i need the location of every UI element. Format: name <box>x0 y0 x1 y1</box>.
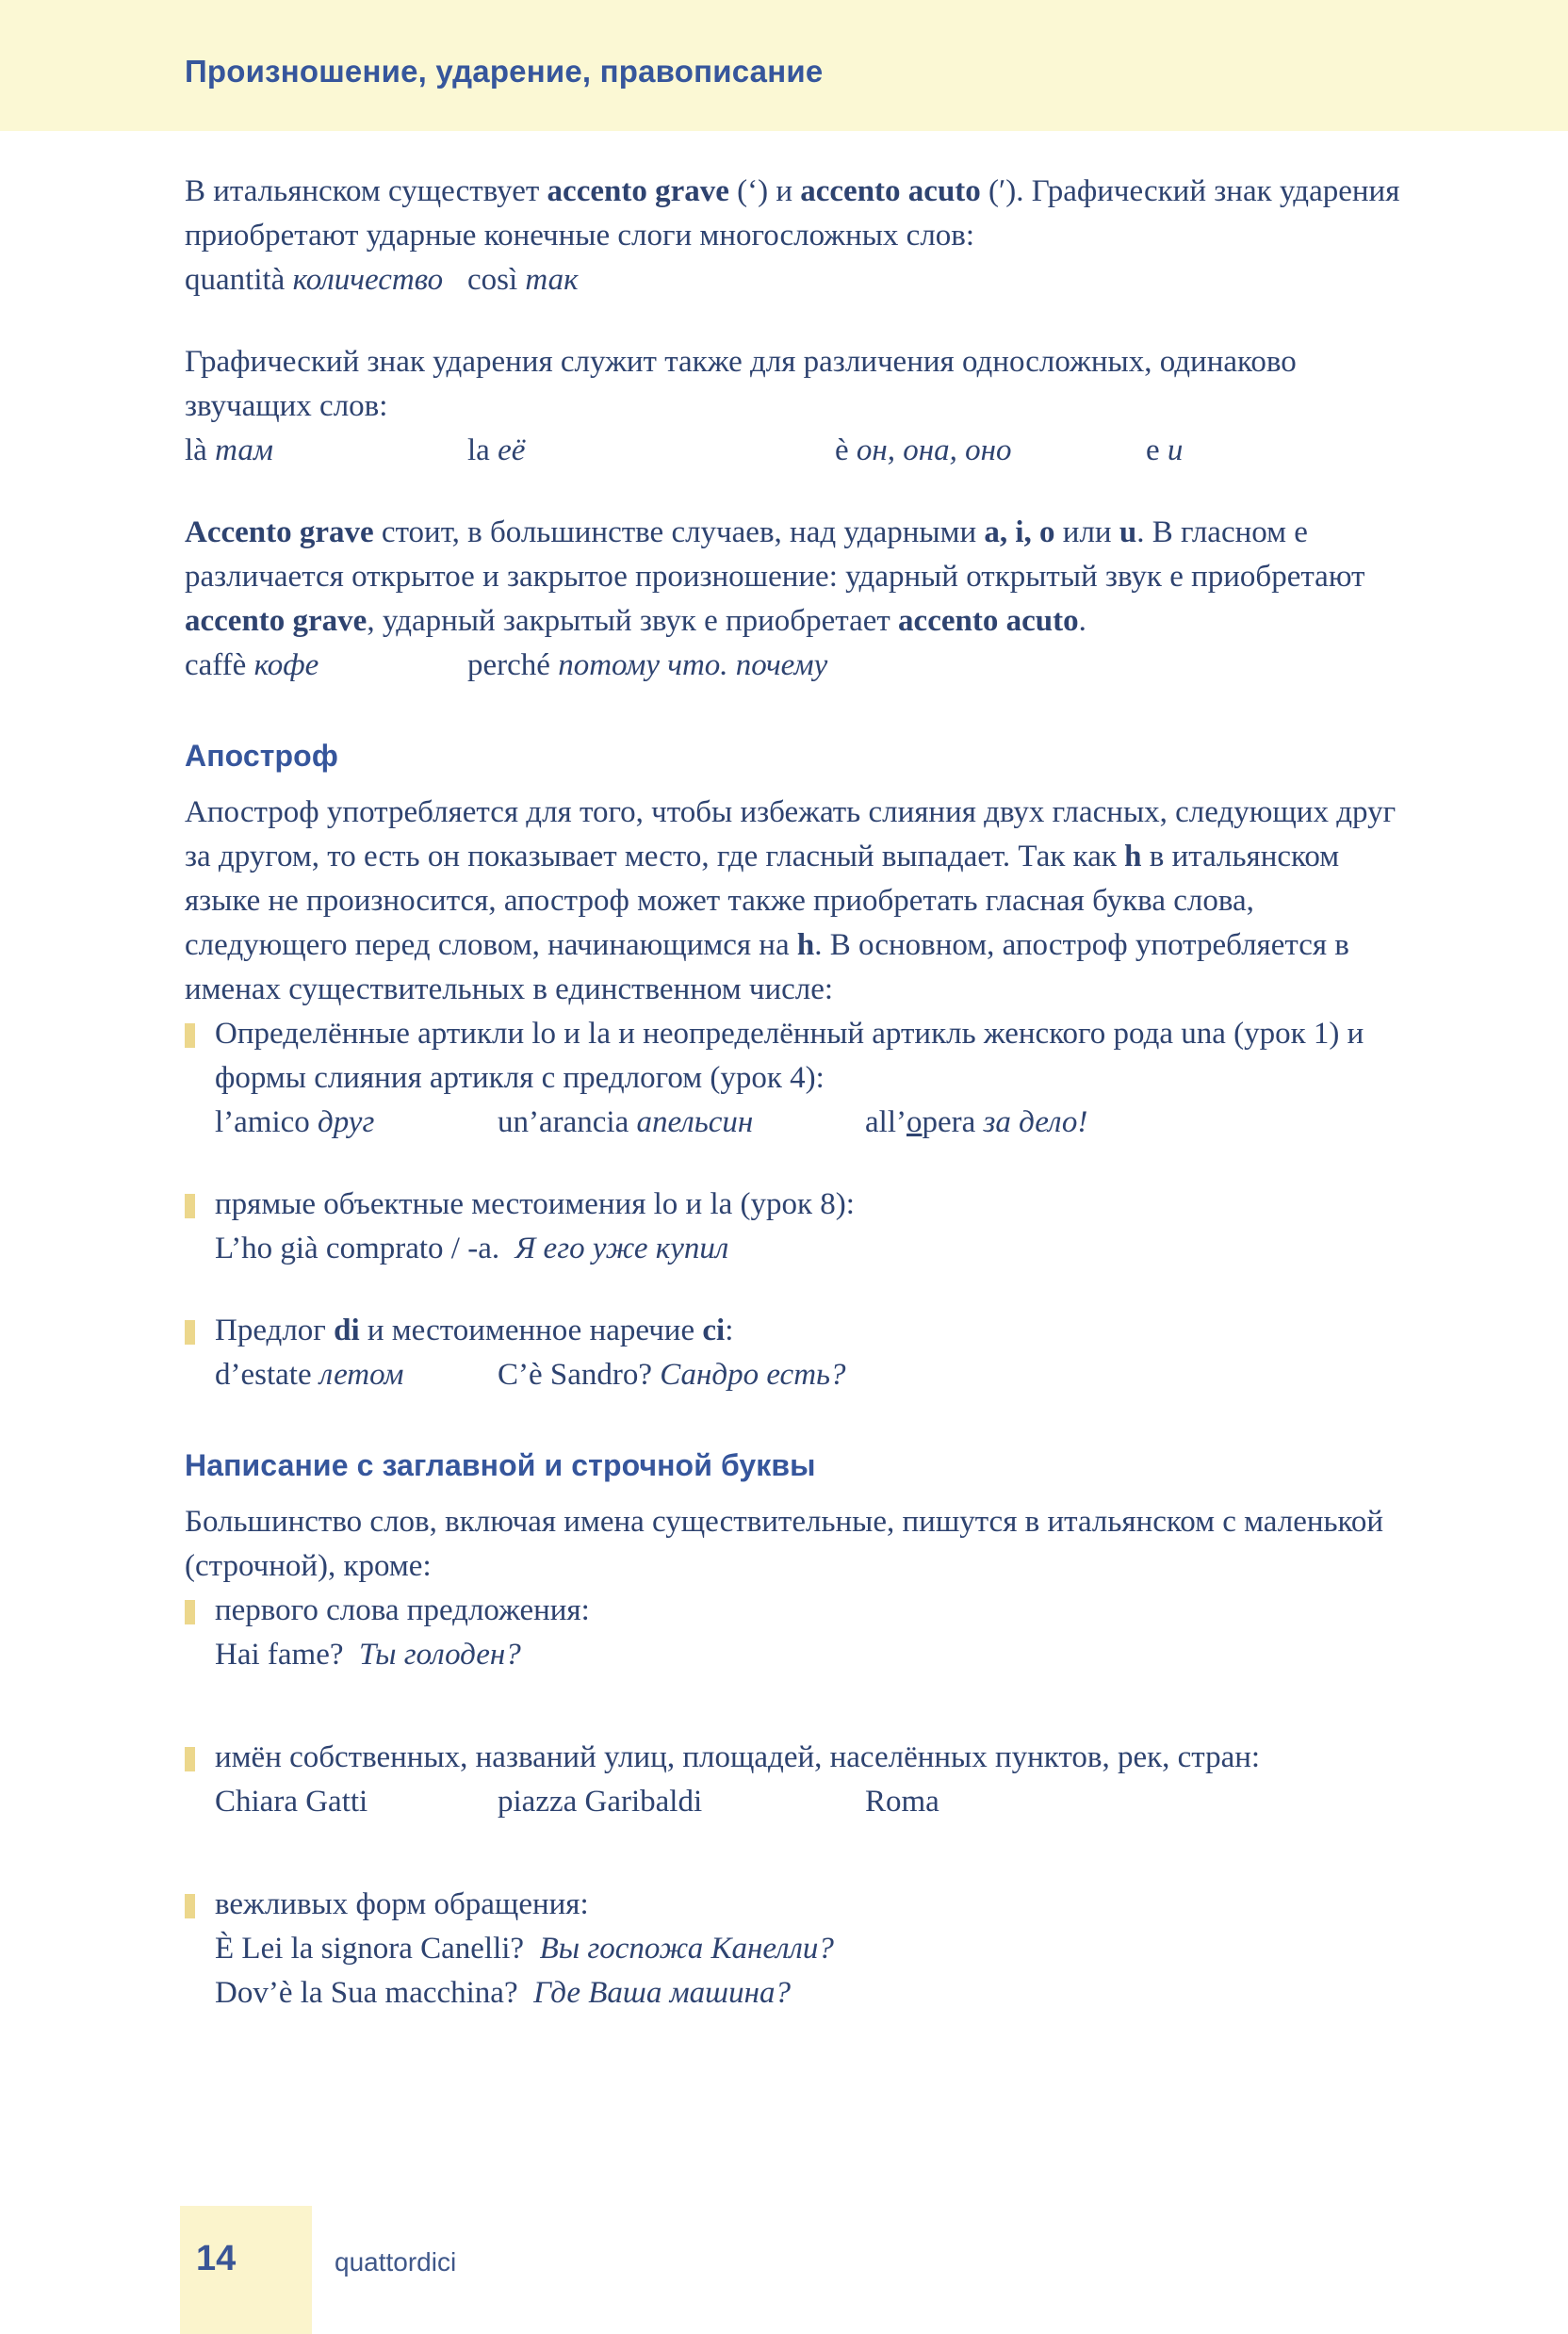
spacer <box>185 1483 1419 1500</box>
list-item-label-mid: и местоименное наречие <box>359 1314 703 1347</box>
bullet-square-icon <box>185 1600 195 1624</box>
section-heading-apostrophe: Апостроф <box>185 739 338 773</box>
content-column <box>185 170 1419 2016</box>
example-line-hai-fame <box>185 1633 1419 1677</box>
example-line-polite-1 <box>185 1927 1419 1971</box>
example-cell <box>467 258 579 302</box>
example-russian: там <box>215 433 273 467</box>
example-cell <box>1146 429 1183 473</box>
paragraph-capitalization-intro: Большинство слов, включая имена существительные, пишутся в итальянском с маленькой (строчной), кроме: <box>185 1505 1384 1583</box>
paragraph-accento-grave-rules <box>185 511 1419 644</box>
bullet-square-icon <box>185 1747 195 1771</box>
example-cell <box>865 1780 939 1824</box>
example-russian: он, она, оно <box>856 433 1012 467</box>
example-cell <box>185 644 467 688</box>
p3-text-3: . В гласном e различается открытое и закрытое произношение: ударный открытый звук e приобретают <box>185 515 1365 594</box>
ap-bold-h-1: h <box>1124 840 1142 873</box>
example-italian: là <box>185 433 207 467</box>
example-italian: è <box>835 433 849 467</box>
list-item-label: прямые объектные местоимения lo и la (урок 8): <box>215 1187 855 1221</box>
spacer <box>185 1677 1419 1736</box>
p3-bold-accento-acuto: accento acuto <box>898 604 1079 638</box>
spacer <box>185 1145 1419 1183</box>
p1-bold-accento-grave: accento grave <box>547 174 729 208</box>
p3-text-1: стоит, в большинстве случаев, над ударными <box>373 515 985 549</box>
list-item <box>185 1883 1419 1927</box>
example-italian-suffix: pera <box>922 1105 976 1139</box>
spacer <box>185 473 1419 511</box>
section-heading-capitalization: Написание с заглавной и строчной буквы <box>185 1448 816 1482</box>
spacer <box>185 1397 1419 1448</box>
paragraph-apostrophe-intro <box>185 791 1419 1012</box>
example-italian: Roma <box>865 1785 939 1819</box>
example-cell <box>215 1780 498 1824</box>
list-item-bold-ci: ci <box>702 1314 726 1347</box>
example-italian: caffè <box>185 648 247 682</box>
example-italian-prefix: all’ <box>865 1105 906 1139</box>
page-number: 14 <box>196 2239 237 2278</box>
example-italian: È Lei la signora Canelli? <box>215 1932 525 1966</box>
example-russian: летом <box>318 1358 404 1392</box>
list-item <box>185 1183 1419 1227</box>
list-item-label-suffix: : <box>725 1314 734 1347</box>
p1-text-2: (ʻ) и <box>728 174 801 208</box>
list-item <box>185 1736 1419 1780</box>
example-cell <box>865 1101 1087 1145</box>
example-cell <box>185 258 467 302</box>
p1-text-1: В итальянском существует <box>185 174 547 208</box>
page-title: Произношение, ударение, правописание <box>185 54 824 89</box>
paragraph-monosyllables: Графический знак ударения служит также для различения односложных, одинаково звучащих слов: <box>185 345 1297 423</box>
ap-bold-h-2: h <box>796 928 815 962</box>
spacer <box>185 688 1419 739</box>
example-line-polite-2 <box>185 1971 1419 2016</box>
example-line-monosyllables <box>185 429 1419 473</box>
example-cell <box>467 644 827 688</box>
example-italian: Chiara Gatti <box>215 1785 368 1819</box>
example-russian: Где Ваша машина? <box>533 1976 791 2010</box>
bullet-square-icon <box>185 1194 195 1218</box>
example-line-caffe <box>185 644 1419 688</box>
bullet-square-icon <box>185 1023 195 1048</box>
example-line-articles <box>185 1101 1419 1145</box>
list-item-label: вежливых форм обращения: <box>215 1887 589 1921</box>
example-russian: так <box>525 263 579 297</box>
page-number-word: quattordici <box>335 2247 457 2277</box>
example-italian: l’amico <box>215 1105 310 1139</box>
example-russian: за дело! <box>983 1105 1088 1139</box>
example-russian: потому что. почему <box>558 648 828 682</box>
example-russian: Я его уже купил <box>514 1232 729 1265</box>
example-italian: L’ho già comprato / -a. <box>215 1232 500 1265</box>
list-item <box>185 1589 1419 1633</box>
spacer <box>185 302 1419 340</box>
bullet-square-icon <box>185 1320 195 1345</box>
example-italian: Hai fame? <box>215 1638 344 1672</box>
spacer <box>185 774 1419 791</box>
p3-text-2: или <box>1054 515 1119 549</box>
list-item-label-prefix: Предлог <box>215 1314 335 1347</box>
list-item-label: Определённые артикли lo и la и неопределённый артикль женского рода una (урок 1) и формы слияния артикля с предлогом (урок 4): <box>215 1017 1364 1095</box>
list-item-bold-di: di <box>334 1314 360 1347</box>
p1-bold-accento-acuto: accento acuto <box>800 174 981 208</box>
p1-text-3: (ʹ). Графический знак ударения приобретают ударные конечные слоги многосложных слов: <box>185 174 1400 253</box>
example-russian: кофе <box>253 648 319 682</box>
example-italian: la <box>467 433 490 467</box>
example-cell <box>215 1353 498 1397</box>
example-cell <box>835 429 1146 473</box>
example-russian: Ты голоден? <box>359 1638 521 1672</box>
example-russian: её <box>498 433 526 467</box>
bullet-square-icon <box>185 1894 195 1918</box>
example-italian: d’estate <box>215 1358 312 1392</box>
example-russian: и <box>1167 433 1184 467</box>
ap-text-2: в итальянском языке не произносится, апостроф может также приобретать гласная буква слова, следующего перед словом, начинающимся на <box>185 840 1340 962</box>
example-russian: Вы госпожа Канелли? <box>539 1932 834 1966</box>
example-italian: perché <box>467 648 550 682</box>
p3-bold-accento-grave-2: accento grave <box>185 604 368 638</box>
list-item-label: имён собственных, названий улиц, площадей, населённых пунктов, рек, стран: <box>215 1740 1261 1774</box>
list-item <box>185 1309 1419 1353</box>
example-line-proper-nouns <box>185 1780 1419 1824</box>
example-cell <box>185 429 467 473</box>
example-italian: un’arancia <box>498 1105 629 1139</box>
list-item-label: первого слова предложения: <box>215 1593 590 1627</box>
spacer <box>185 1824 1419 1883</box>
spacer <box>185 1271 1419 1309</box>
example-line-pronouns <box>185 1227 1419 1271</box>
p3-text-4: , ударный закрытый звук e приобретает <box>367 604 899 638</box>
ap-text-1: Апостроф употребляется для того, чтобы избежать слияния двух гласных, следующих друг за другом, то есть он показывает место, где гласный выпадает. Так как <box>185 795 1396 873</box>
example-line-quantita <box>185 258 1419 302</box>
example-italian: C’è Sandro? <box>498 1358 653 1392</box>
example-cell <box>498 1101 865 1145</box>
p3-bold-accento-grave: Accento grave <box>185 515 374 549</box>
example-russian: Сандро есть? <box>660 1358 846 1392</box>
list-item <box>185 1012 1419 1101</box>
example-cell <box>498 1353 846 1397</box>
example-cell <box>498 1780 865 1824</box>
example-italian: così <box>467 263 518 297</box>
ap-text-3: . В основном, апостроф употребляется в именах существительных в единственном числе: <box>185 928 1349 1006</box>
p3-text-5: . <box>1078 604 1086 638</box>
example-italian: Dov’è la Sua macchina? <box>215 1976 518 2010</box>
p3-bold-u: u <box>1119 515 1137 549</box>
p3-bold-vowels: a, i, o <box>984 515 1055 549</box>
paragraph-accents-intro <box>185 170 1419 258</box>
example-cell <box>215 1101 498 1145</box>
example-cell <box>467 429 835 473</box>
example-russian: апельсин <box>636 1105 754 1139</box>
example-italian: e <box>1146 433 1160 467</box>
example-russian: друг <box>318 1105 375 1139</box>
example-italian: quantità <box>185 263 286 297</box>
example-italian-underlined: o <box>906 1105 923 1139</box>
example-russian: количество <box>292 263 444 297</box>
example-line-destate <box>185 1353 1419 1397</box>
example-italian: piazza Garibaldi <box>498 1785 703 1819</box>
